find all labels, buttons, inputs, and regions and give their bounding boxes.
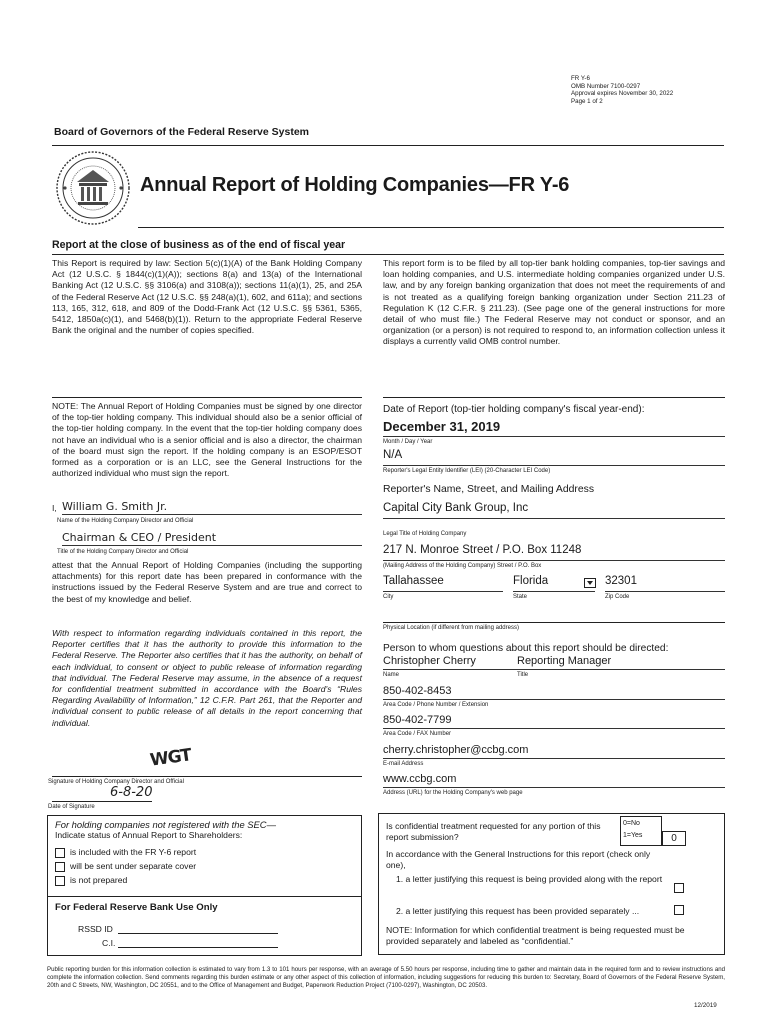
fed-use-heading: For Federal Reserve Bank Use Only — [55, 902, 218, 913]
contact-heading: Person to whom questions about this report should be directed: — [383, 643, 669, 654]
contact-name-field[interactable]: Christopher Cherry — [383, 655, 513, 670]
signature-label: Signature of Holding Company Director and Official — [48, 779, 184, 785]
signer-prefix: I, — [52, 503, 57, 513]
report-date-field[interactable]: December 31, 2019 — [383, 419, 725, 437]
city-label: City — [383, 594, 394, 600]
board-name: Board of Governors of the Federal Reserve System — [54, 126, 309, 138]
fax-field[interactable]: 850-402-7799 — [383, 714, 725, 729]
no-option: 0=No — [623, 820, 640, 827]
consent-text: With respect to information regarding individuals contained in this report, the Reporter certifies that it has the authority to provide this information to the Federal Reserve. The Reporter also certifies that it has the authority, on behalf of each individual, to consent or object to public release of information regarding that individual. The Federal Reserve may assume, in the absence of a request for confidential treatment submitted in accordance with the Board's “Rules Regarding Availability of Information,” 12 C.F.R. Part 261, that the Reporter and individual consent to public release of all details in the report concerning that individual. — [52, 628, 362, 728]
page-number: Page 1 of 2 — [571, 97, 603, 105]
burden-statement: Public reporting burden for this information collection is estimated to vary from 1.3 to 101 hours per response, with an average of 5.50 hours per response, including time to gather and maintain data in the required form and to review instructions and complete the information collection. Send comments regarding this burden estimate or any other aspect of this collection of information, including suggestions for reducing this burden to: Secretary, Board of Governors of the Federal Reserve System, 20th and C Streets, NW, Washington, DC 20551, and to the Office of Management and Budget, Paperwork Reduction Project (7100-0297), Washington, DC 20503. — [47, 966, 725, 989]
not-prepared-option-label: is not prepared — [70, 875, 128, 885]
ci-label: C.I. — [102, 938, 116, 948]
letter-separate-label: 2. a letter justifying this request has been provided separately ... — [396, 906, 640, 916]
website-label: Address (URL) for the Holding Company's web page — [383, 790, 523, 796]
signature-note: NOTE: The Annual Report of Holding Companies must be signed by one director of the top-tier holding company. This individual should also be a senior official of the top-tier holding company. In the event that the top-tier holding company does not have an individual who is a senior official and is also a director, the chairman of the board must sign the report. If the holding company is an ESOP/ESOT formed as a corporation or is an LLC, see the General Instructions for the authorized individual who must sign the report. — [52, 401, 362, 479]
letter-along-checkbox[interactable] — [674, 883, 684, 893]
lei-field[interactable]: N/A — [383, 449, 725, 466]
separate-cover-option-label: will be sent under separate cover — [70, 861, 197, 871]
email-field[interactable]: cherry.christopher@ccbg.com — [383, 744, 725, 759]
signature-date-label: Date of Signature — [48, 804, 95, 810]
confidential-note: NOTE: Information for which confidential treatment is being requested must be provided separately and labeled as “confidential.” — [386, 925, 685, 947]
street-label: (Mailing Address of the Holding Company) Street / P.O. Box — [383, 563, 542, 569]
not-prepared-checkbox[interactable] — [55, 876, 65, 886]
form-revision-date: 12/2019 — [694, 1002, 717, 1009]
address-heading: Reporter's Name, Street, and Mailing Address — [383, 484, 595, 495]
fax-label: Area Code / FAX Number — [383, 731, 452, 737]
state-field[interactable]: Florida — [513, 575, 595, 592]
city-field[interactable]: Tallahassee — [383, 575, 503, 592]
approval-expiry: Approval expires November 30, 2022 — [571, 90, 674, 97]
contact-title-label: Title — [517, 672, 529, 678]
state-dropdown-icon[interactable] — [584, 578, 596, 588]
zip-label: Zip Code — [605, 594, 630, 600]
phone-field[interactable]: 850-402-8453 — [383, 685, 725, 700]
state-label: State — [513, 594, 528, 600]
letter-separate-checkbox[interactable] — [674, 905, 684, 915]
contact-title-field[interactable]: Reporting Manager — [513, 655, 725, 670]
letter-along-label: 1. a letter justifying this request is being provided along with the report — [396, 874, 663, 884]
page-title: Annual Report of Holding Companies—FR Y-6 — [140, 174, 570, 196]
omb-number: OMB Number 7100-0297 — [571, 82, 641, 90]
sec-heading: For holding companies not registered with the SEC— — [55, 819, 276, 830]
separate-cover-checkbox[interactable] — [55, 862, 65, 872]
authority-right-text: This report form is to be filed by all top-tier bank holding companies, top-tier savings and loan holding companies, and U.S. intermediate holding companies organized under U.S. law, and by any foreign banking organization that does not meet the requirements of and is not treated as a qualifying foreign banking organization under Section 211.23 of Regulation K (12 C.F.R. § 211.23). (See page one of the general instructions for more detail of who must file.) The Federal Reserve may not conduct or sponsor, and an organization (or a person) is not required to respond to, an information collection unless it displays a currently valid OMB control number. — [383, 258, 725, 347]
confidential-legend — [620, 816, 662, 846]
signer-title-label: Title of the Holding Company Director and Official — [57, 549, 189, 555]
form-meta — [571, 75, 721, 105]
rssd-label: RSSD ID — [78, 924, 113, 934]
report-date-label: Date of Report (top-tier holding company's fiscal year-end): — [383, 404, 645, 415]
signer-name-field[interactable]: William G. Smith Jr. — [62, 500, 362, 515]
attestation-text: attest that the Annual Report of Holding Companies (including the supporting attachments) for this report date has been prepared in conformance with the instructions issued by the Federal Reserve System and are true and correct to the best of my knowledge and belief. — [52, 560, 362, 604]
confidential-question: Is confidential treatment requested for any portion of this report submission? — [386, 821, 601, 843]
yes-option: 1=Yes — [623, 832, 643, 839]
sec-subheading: Indicate status of Annual Report to Shareholders: — [55, 830, 243, 840]
physical-location-label: Physical Location (if different from mailing address) — [383, 625, 519, 631]
report-subtitle: Report at the close of business as of the end of fiscal year — [52, 239, 346, 251]
included-option-label: is included with the FR Y-6 report — [70, 847, 197, 857]
email-label: E-mail Address — [383, 761, 424, 767]
signature-initials: WGT — [148, 745, 193, 771]
phone-label: Area Code / Phone Number / Extension — [383, 702, 489, 708]
confidential-instructions: In accordance with the General Instructions for this report (check only one), — [386, 849, 651, 871]
company-name-label: Legal Title of Holding Company — [383, 531, 467, 537]
signer-name-label: Name of the Holding Company Director and Official — [57, 518, 194, 524]
contact-name-label: Name — [383, 672, 400, 678]
signer-title-field[interactable]: Chairman & CEO / President — [62, 531, 362, 546]
federal-reserve-seal-icon — [55, 150, 131, 226]
company-name-field[interactable]: Capital City Bank Group, Inc — [383, 502, 725, 519]
report-date-format-label: Month / Day / Year — [383, 439, 433, 445]
street-field[interactable]: 217 N. Monroe Street / P.O. Box 11248 — [383, 544, 725, 561]
website-field[interactable]: www.ccbg.com — [383, 773, 725, 788]
form-id: FR Y-6 — [571, 75, 590, 82]
zip-field[interactable]: 32301 — [605, 575, 725, 592]
authority-left-text: This Report is required by law: Section 5(c)(1)(A) of the Bank Holding Company Act (12 U.S.C. § 1844(c)(1)(A)); sections 8(a) and 13(a) of the International Banking Act (12 U.S.C. §§ 3106(a) and 3108(a)); sections 11(a)(1), 25, and 25A of the Federal Reserve Act (12 U.S.C. §§ 248(a)(1), 602, and 611a); and sections 113, 165, 312, 618, and 809 of the Dodd-Frank Act (12 U.S.C. §§ 5361, 5365, 5412, 1850a(c)(1), and 5468(b)(1)). Return to the appropriate Federal Reserve Bank the original and the number of copies specified. — [52, 258, 362, 336]
signature-date[interactable]: 6-8-20 — [110, 785, 153, 800]
included-checkbox[interactable] — [55, 848, 65, 858]
lei-label: Reporter's Legal Entity Identifier (LEI) (20-Character LEI Code) — [383, 468, 551, 474]
confidential-answer-field[interactable]: 0 — [662, 831, 686, 846]
